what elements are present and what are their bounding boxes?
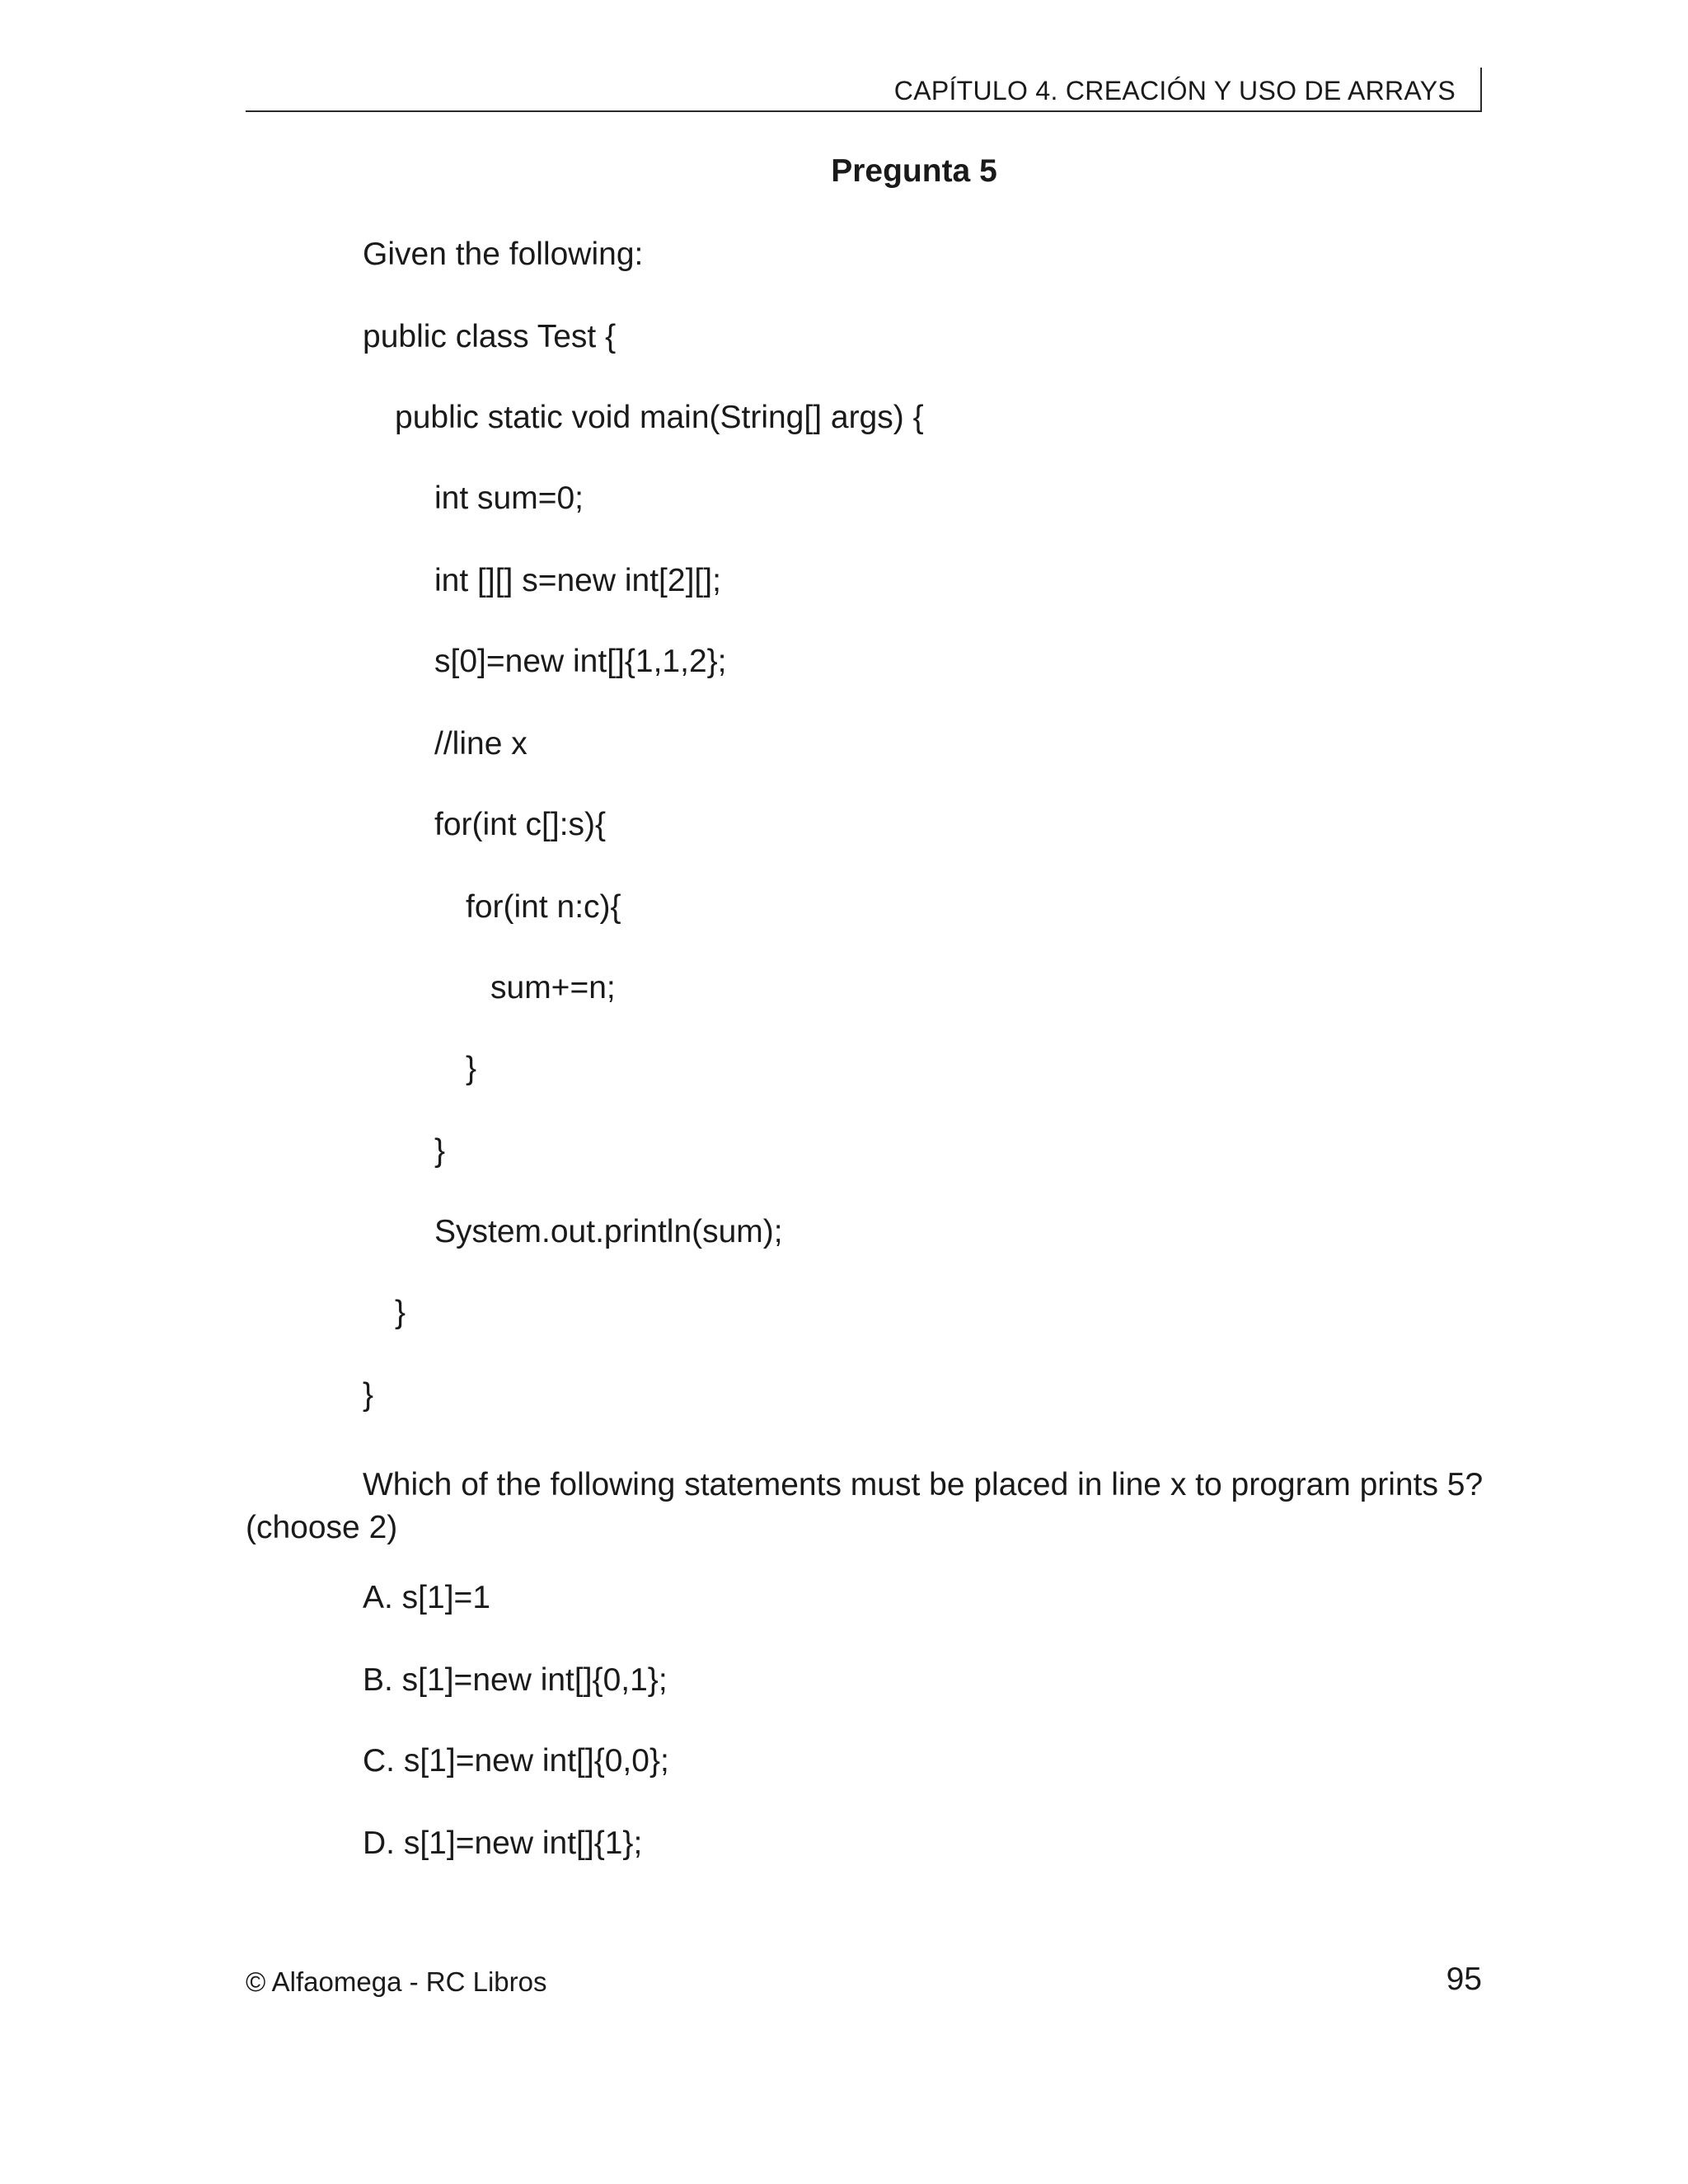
option-a: A. s[1]=1 <box>363 1580 491 1615</box>
code-line: //line x <box>434 726 528 762</box>
code-line: int [][] s=new int[2][]; <box>434 563 721 598</box>
code-line: int sum=0; <box>434 480 584 516</box>
option-c: C. s[1]=new int[]{0,0}; <box>363 1743 669 1779</box>
code-line: sum+=n; <box>490 970 616 1005</box>
code-line: } <box>395 1295 406 1330</box>
publisher-footer: © Alfaomega - RC Libros <box>246 1966 547 1997</box>
code-line: for(int c[]:s){ <box>434 807 607 842</box>
chapter-header: CAPÍTULO 4. CREACIÓN Y USO DE ARRAYS <box>893 76 1456 105</box>
code-line: for(int n:c){ <box>466 889 621 925</box>
code-line: } <box>466 1051 477 1086</box>
option-d: D. s[1]=new int[]{1}; <box>363 1825 643 1861</box>
question-text: Which of the following statements must be placed in line x to program prints 5?(choose 2) <box>246 1467 1484 1545</box>
code-line: public class Test { <box>363 319 617 354</box>
intro-text: Given the following: <box>363 237 644 272</box>
code-line: } <box>363 1377 374 1413</box>
page-number: 95 <box>1446 1961 1482 1997</box>
option-b: B. s[1]=new int[]{0,1}; <box>363 1662 668 1698</box>
header-tick <box>1480 68 1482 112</box>
header-rule <box>246 110 1482 112</box>
code-line: s[0]=new int[]{1,1,2}; <box>434 644 727 679</box>
code-line: } <box>434 1133 446 1169</box>
code-line: public static void main(String[] args) { <box>395 400 924 435</box>
running-header <box>246 64 1482 114</box>
section-title: Pregunta 5 <box>831 153 997 189</box>
code-line: System.out.println(sum); <box>434 1214 783 1249</box>
